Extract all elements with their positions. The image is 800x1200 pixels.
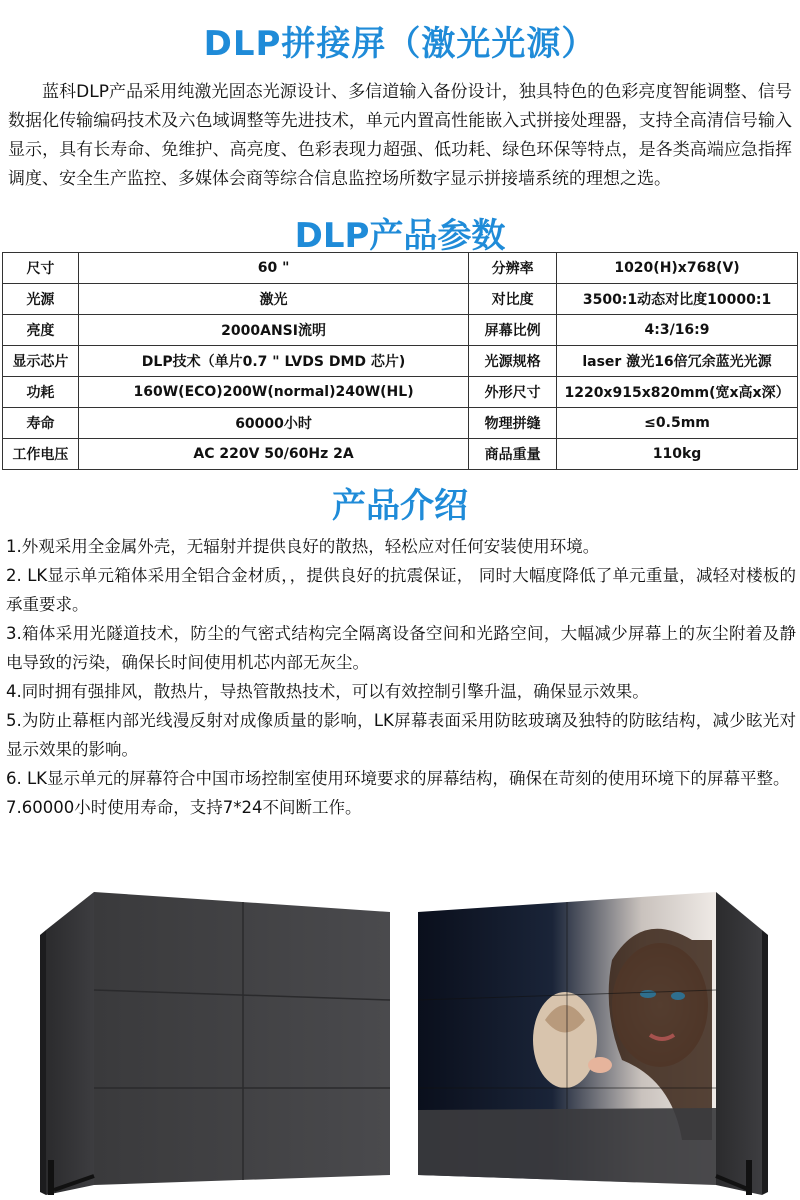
list-item: 5.为防止幕框内部光线漫反射对成像质量的影响，LK屏幕表面采用防眩玻璃及独特的防眩结构，减少眩光对显示效果的影响。 — [6, 711, 796, 759]
list-item: 4.同时拥有强排风，散热片，导热管散热技术，可以有效控制引擎升温，确保显示效果。 — [6, 682, 649, 701]
list-item: 2. LK显示单元箱体采用全铝合金材质，，提供良好的抗震保证， 同时大幅度降低了单元重量，减轻对楼板的承重要求。 — [6, 566, 796, 614]
param-label: 光源 — [3, 284, 79, 315]
list-item: 1.外观采用全金属外壳，无辐射并提供良好的散热，轻松应对任何安装使用环境。 — [6, 537, 600, 556]
table-row — [3, 346, 798, 377]
param-label: 商品重量 — [469, 439, 557, 470]
param-label: 光源规格 — [469, 346, 557, 377]
param-label: 显示芯片 — [3, 346, 79, 377]
right-video-wall — [418, 892, 768, 1195]
list-item: 6. LK显示单元的屏幕符合中国市场控制室使用环境要求的屏幕结构，确保在苛刻的使用环境下的屏幕平整。 — [6, 769, 790, 788]
param-value: 1020(H)x768(V) — [557, 253, 798, 284]
list-item: 3.箱体采用光隧道技术，防尘的气密式结构完全隔离设备空间和光路空间，大幅减少屏幕上的灰尘附着及静电导致的污染，确保长时间使用机芯内部无灰尘。 — [6, 624, 796, 672]
table-row — [3, 408, 798, 439]
param-value: 2000ANSI流明 — [78, 315, 468, 346]
param-label: 屏幕比例 — [469, 315, 557, 346]
param-value: 激光 — [78, 284, 468, 315]
param-value: 60000小时 — [78, 408, 468, 439]
intro-title: 产品介绍 — [332, 486, 468, 526]
intro-paragraph: 蓝科DLP产品采用纯激光固态光源设计、多信道输入备份设计，独具特色的色彩亮度智能调整、信号数据化传输编码技术及六色域调整等先进技术，单元内置高性能嵌入式拼接处理器，支持全高清信号输入显示，具有长寿命、免维护、高亮度、色彩表现力超强、低功耗、绿色环保等特点，是各类高端应急指挥调度、安全生产监控、多媒体会商等综合信息监控场所数字显示拼接墙系统的理想之选。 — [8, 82, 792, 189]
param-label: 工作电压 — [3, 439, 79, 470]
param-value: laser 激光16倍冗余蓝光光源 — [557, 346, 798, 377]
product-photo — [0, 890, 800, 1200]
feature-list — [6, 532, 796, 822]
param-label: 分辨率 — [469, 253, 557, 284]
left-video-wall — [40, 892, 390, 1195]
param-label: 外形尺寸 — [469, 377, 557, 408]
param-value: 160W(ECO)200W(normal)240W(HL) — [78, 377, 468, 408]
table-row — [3, 439, 798, 470]
param-label: 对比度 — [469, 284, 557, 315]
param-value: 110kg — [557, 439, 798, 470]
page-title: DLP拼接屏（激光光源） — [203, 24, 597, 64]
param-label: 物理拼缝 — [469, 408, 557, 439]
param-label: 寿命 — [3, 408, 79, 439]
params-title: DLP产品参数 — [294, 216, 506, 256]
param-value: 1220x915x820mm(宽x高x深） — [557, 377, 798, 408]
table-row — [3, 284, 798, 315]
list-item: 7.60000小时使用寿命，支持7*24不间断工作。 — [6, 798, 362, 817]
param-value: 60 " — [78, 253, 468, 284]
table-row — [3, 253, 798, 284]
param-label: 功耗 — [3, 377, 79, 408]
param-label: 亮度 — [3, 315, 79, 346]
param-value: 4:3/16:9 — [557, 315, 798, 346]
param-value: AC 220V 50/60Hz 2A — [78, 439, 468, 470]
param-value: ≤0.5mm — [557, 408, 798, 439]
params-table — [2, 252, 798, 470]
table-row — [3, 315, 798, 346]
param-value: 3500:1动态对比度10000:1 — [557, 284, 798, 315]
param-label: 尺寸 — [3, 253, 79, 284]
table-row — [3, 377, 798, 408]
param-value: DLP技术（单片0.7 " LVDS DMD 芯片) — [78, 346, 468, 377]
